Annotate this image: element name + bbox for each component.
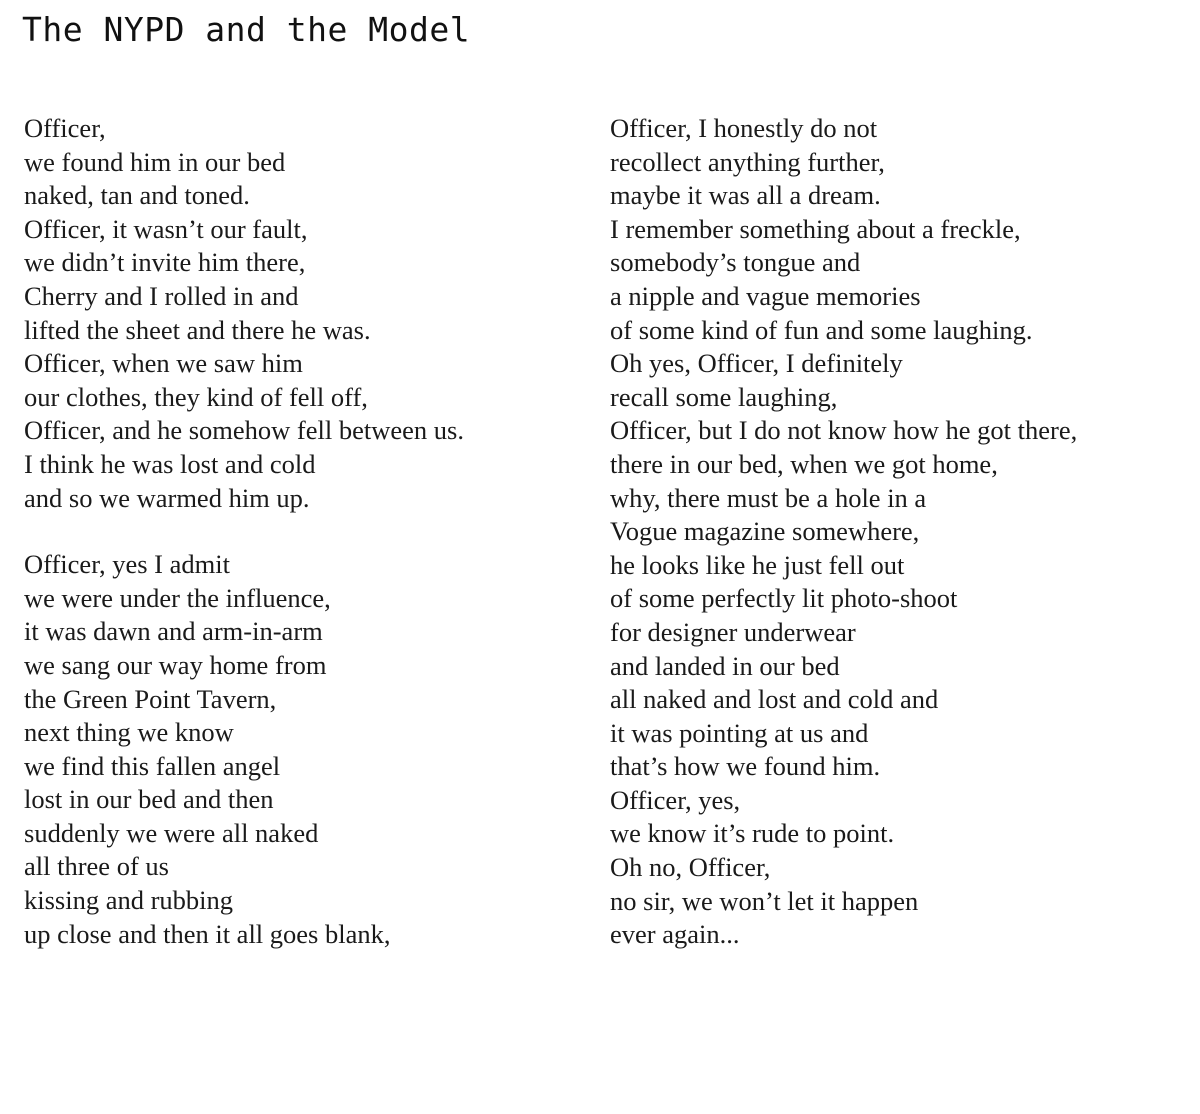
poem-line: recall some laughing,	[610, 381, 838, 412]
poem-line: he looks like he just fell out	[610, 549, 905, 580]
poem-stanza	[610, 112, 1185, 952]
poem-column-right	[610, 112, 1185, 952]
poem-line: ever again...	[610, 919, 740, 950]
poem-line: and landed in our bed	[610, 650, 840, 681]
poem-line: Oh no, Officer,	[610, 852, 771, 883]
poem-line: suddenly we were all naked	[24, 817, 319, 848]
poem-line: Vogue magazine somewhere,	[610, 516, 920, 547]
poem-line: for designer underwear	[610, 616, 856, 647]
poem-line: lost in our bed and then	[24, 784, 274, 815]
poem-line: Cherry and I rolled in and	[24, 280, 299, 311]
poem-line: there in our bed, when we got home,	[610, 448, 998, 479]
poem-line: maybe it was all a dream.	[610, 180, 881, 211]
poem-line: we sang our way home from	[24, 649, 327, 680]
poem-line: Officer, yes I admit	[24, 549, 230, 580]
poem-line: of some kind of fun and some laughing.	[610, 314, 1033, 345]
poem-line: it was pointing at us and	[610, 717, 869, 748]
poem-line: we were under the influence,	[24, 582, 331, 613]
poem-column-left	[24, 112, 584, 951]
poem-line: Officer, when we saw him	[24, 348, 303, 379]
poem-line: we didn’t invite him there,	[24, 247, 306, 278]
poem-line: and so we warmed him up.	[24, 482, 310, 513]
poem-stanza	[24, 548, 584, 951]
poem-line: Officer, but I do not know how he got there,	[610, 415, 1078, 446]
poem-line: Officer, I honestly do not	[610, 113, 878, 143]
poem-line: why, there must be a hole in a	[610, 482, 927, 513]
poem-line: we know it’s rude to point.	[610, 818, 895, 849]
poem-line: a nipple and vague memories	[610, 280, 921, 311]
page-title: The NYPD and the Model	[22, 10, 471, 49]
poem-line: of some perfectly lit photo-shoot	[610, 583, 958, 614]
poem-line: Oh yes, Officer, I definitely	[610, 348, 903, 379]
poem-line: up close and then it all goes blank,	[24, 918, 391, 949]
poem-line: no sir, we won’t let it happen	[610, 885, 919, 916]
poem-line: we find this fallen angel	[24, 750, 281, 781]
poem-line: naked, tan and toned.	[24, 180, 250, 211]
poem-line: somebody’s tongue and	[610, 247, 861, 278]
poem-line: I think he was lost and cold	[24, 448, 316, 479]
poem-line: Officer,	[24, 113, 106, 143]
poem-line: that’s how we found him.	[610, 751, 881, 782]
poem-line: we found him in our bed	[24, 146, 286, 177]
poem-line: Officer, and he somehow fell between us.	[24, 415, 464, 446]
poem-line: Officer, yes,	[610, 784, 741, 815]
poem-line: I remember something about a freckle,	[610, 213, 1021, 244]
poem-line: all naked and lost and cold and	[610, 684, 939, 715]
poem-line: next thing we know	[24, 717, 234, 748]
poem-line: the Green Point Tavern,	[24, 683, 277, 714]
poem-line: recollect anything further,	[610, 146, 885, 177]
poem-line: all three of us	[24, 851, 169, 882]
poem-line: lifted the sheet and there he was.	[24, 314, 371, 345]
poem-line: it was dawn and arm-in-arm	[24, 616, 323, 647]
poem-line: kissing and rubbing	[24, 885, 234, 916]
poem-stanza	[24, 112, 584, 515]
poem-line: our clothes, they kind of fell off,	[24, 381, 368, 412]
poem-line: Officer, it wasn’t our fault,	[24, 213, 308, 244]
